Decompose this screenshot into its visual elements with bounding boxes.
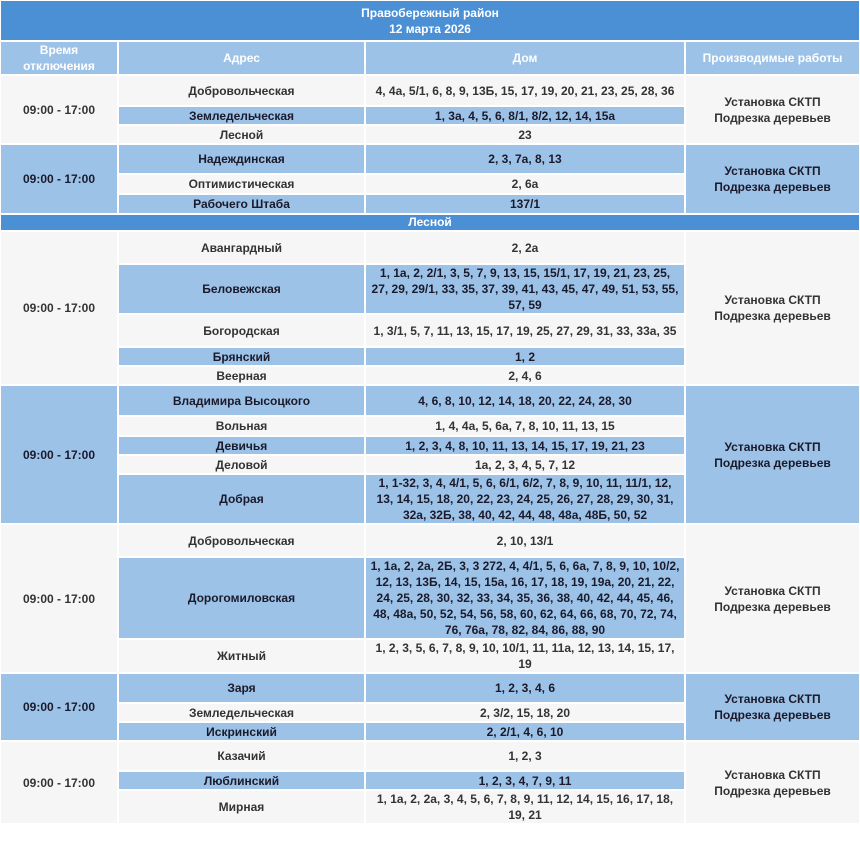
header-address: Адрес <box>119 42 364 74</box>
house-numbers: 1, 1а, 2, 2/1, 3, 5, 7, 9, 13, 15, 15/1, 17, 19, 21, 23, 25, 27, 29, 29/1, 33, 35, 37, 39, 41, 43, 45, 47, 49, 51, 53, 55, 57, 59 <box>366 265 684 313</box>
work-item: Подрезка деревьев <box>714 455 831 470</box>
house-numbers: 2, 6а <box>366 175 684 193</box>
house-numbers: 4, 6, 8, 10, 12, 14, 18, 20, 22, 24, 28, 30 <box>366 386 684 415</box>
work-item: Установка СКТП <box>724 692 821 706</box>
house-numbers: 2, 2а <box>366 232 684 263</box>
planned-works <box>686 525 859 672</box>
street-name: Земледельческая <box>119 704 364 721</box>
house-numbers: 4, 4а, 5/1, 6, 8, 9, 13Б, 15, 17, 19, 20, 21, 23, 25, 28, 36 <box>366 76 684 105</box>
planned-works <box>686 76 859 143</box>
street-name: Мирная <box>119 791 364 823</box>
outage-time: 09:00 - 17:00 <box>1 386 117 523</box>
work-item: Установка СКТП <box>724 293 821 307</box>
street-name: Казачий <box>119 742 364 770</box>
house-numbers: 2, 3, 7а, 8, 13 <box>366 145 684 173</box>
outage-time: 09:00 - 17:00 <box>1 742 117 823</box>
work-item: Установка СКТП <box>724 583 821 598</box>
house-numbers: 1, 2, 3, 4, 8, 10, 11, 13, 14, 15, 17, 19, 21, 23 <box>366 437 684 454</box>
street-name: Заря <box>119 674 364 702</box>
table-row <box>1 232 859 263</box>
street-name: Авангардный <box>119 232 364 263</box>
outage-time: 09:00 - 17:00 <box>1 525 117 672</box>
house-numbers: 23 <box>366 126 684 143</box>
district-name: Правобережный район <box>361 5 499 20</box>
house-numbers: 2, 2/1, 4, 6, 10 <box>366 723 684 740</box>
planned-works <box>686 145 859 213</box>
planned-works <box>686 386 859 523</box>
street-name: Искринский <box>119 723 364 740</box>
street-name: Богородская <box>119 315 364 346</box>
street-name: Житный <box>119 640 364 672</box>
header-works: Производимые работы <box>686 42 859 74</box>
street-name: Надеждинская <box>119 145 364 173</box>
house-numbers: 1, 2, 3, 5, 6, 7, 8, 9, 10, 10/1, 11, 11а, 12, 13, 14, 15, 17, 19 <box>366 640 684 672</box>
work-item: Установка СКТП <box>724 164 821 178</box>
table-row <box>1 674 859 702</box>
outage-time: 09:00 - 17:00 <box>1 145 117 213</box>
work-item: Подрезка деревьев <box>714 180 831 194</box>
table-row <box>1 525 859 556</box>
street-name: Рабочего Штаба <box>119 195 364 213</box>
house-numbers: 1, 1а, 2, 2а, 3, 4, 5, 6, 7, 8, 9, 11, 12, 14, 15, 16, 17, 18, 19, 21 <box>366 791 684 823</box>
table-row <box>1 386 859 415</box>
street-name: Дорогомиловская <box>119 558 364 638</box>
street-name: Веерная <box>119 367 364 384</box>
house-numbers: 1, 2, 3, 4, 7, 9, 11 <box>366 772 684 789</box>
planned-works <box>686 674 859 740</box>
header-row <box>1 42 859 74</box>
work-item: Установка СКТП <box>724 767 821 782</box>
street-name: Брянский <box>119 348 364 365</box>
house-numbers: 1, 1-32, 3, 4, 4/1, 5, 6, 6/1, 6/2, 7, 8, 9, 10, 11, 11/1, 12, 13, 14, 15, 18, 20, 22, 23, 24, 25, 26, 27, 28, 29, 30, 31, 32а, 32Б, 38, 40, 42, 44, 48, 48а, 48Б, 50, 52 <box>366 475 684 523</box>
work-item: Подрезка деревьев <box>714 309 831 323</box>
street-name: Беловежская <box>119 265 364 313</box>
header-house: Дом <box>366 42 684 74</box>
house-numbers: 1, 2, 3 <box>366 742 684 770</box>
work-item: Подрезка деревьев <box>714 599 831 614</box>
street-name: Земледельческая <box>119 107 364 124</box>
section-row <box>1 215 859 230</box>
work-item: Подрезка деревьев <box>714 708 831 722</box>
street-name: Добрая <box>119 475 364 523</box>
schedule-date: 12 марта 2026 <box>389 21 471 36</box>
house-numbers: 137/1 <box>366 195 684 213</box>
street-name: Оптимистическая <box>119 175 364 193</box>
house-numbers: 1, 2 <box>366 348 684 365</box>
section-title: Лесной <box>1 215 859 230</box>
table-row <box>1 145 859 173</box>
house-numbers: 1, 1а, 2, 2а, 2Б, 3, 3 272, 4, 4/1, 5, 6, 6а, 7, 8, 9, 10, 10/2, 12, 13, 13Б, 14, 15, 15а, 16, 17, 18, 19, 19а, 20, 21, 22, 24, 25, 28, 30, 32, 33, 34, 35, 36, 38, 40, 42, 44, 45, 46, 48, 48а, 50, 52, 54, 56, 58, 60, 62, 64, 66, 68, 70, 72, 74, 76, 76а, 78, 82, 84, 86, 88, 90 <box>366 558 684 638</box>
house-numbers: 1, 4, 4а, 5, 6а, 7, 8, 10, 11, 13, 15 <box>366 417 684 435</box>
house-numbers: 1, 2, 3, 4, 6 <box>366 674 684 702</box>
work-item: Установка СКТП <box>724 439 821 454</box>
street-name: Девичья <box>119 437 364 454</box>
outage-time: 09:00 - 17:00 <box>1 232 117 384</box>
house-numbers: 1, 3а, 4, 5, 6, 8/1, 8/2, 12, 14, 15а <box>366 107 684 124</box>
street-name: Лесной <box>119 126 364 143</box>
street-name: Люблинский <box>119 772 364 789</box>
street-name: Добровольческая <box>119 76 364 105</box>
outage-time: 09:00 - 17:00 <box>1 674 117 740</box>
house-numbers: 2, 10, 13/1 <box>366 525 684 556</box>
house-numbers: 1а, 2, 3, 4, 5, 7, 12 <box>366 456 684 473</box>
street-name: Вольная <box>119 417 364 435</box>
work-item: Подрезка деревьев <box>714 783 831 798</box>
planned-works <box>686 232 859 384</box>
house-numbers: 1, 3/1, 5, 7, 11, 13, 15, 17, 19, 25, 27, 29, 31, 33, 33а, 35 <box>366 315 684 346</box>
house-numbers: 2, 4, 6 <box>366 367 684 384</box>
work-item: Подрезка деревьев <box>714 110 831 125</box>
work-item: Установка СКТП <box>724 94 821 109</box>
header-time: Время отключения <box>1 42 117 74</box>
street-name: Владимира Высоцкого <box>119 386 364 415</box>
street-name: Деловой <box>119 456 364 473</box>
street-name: Добровольческая <box>119 525 364 556</box>
planned-works <box>686 742 859 823</box>
table-row <box>1 742 859 770</box>
table-row <box>1 76 859 105</box>
house-numbers: 2, 3/2, 15, 18, 20 <box>366 704 684 721</box>
table-title <box>1 1 859 40</box>
outage-time: 09:00 - 17:00 <box>1 76 117 143</box>
